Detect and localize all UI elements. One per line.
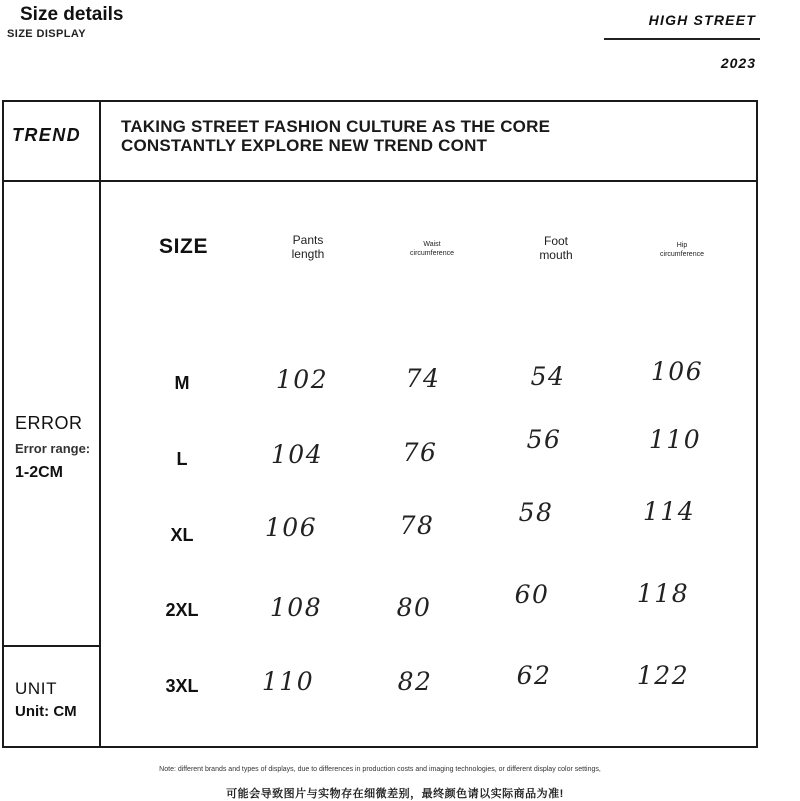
error-range-value: 1-2CM [15,464,64,481]
header-line: length [291,247,325,261]
foot-mouth-value: 60 [514,580,550,609]
header-line: Waist [423,241,441,248]
header-line: Hip [676,242,688,249]
size-label: M [174,373,190,393]
frame-divider [99,100,101,748]
header-line: circumference [660,251,704,258]
pants-length-value: 106 [264,513,318,542]
foot-mouth-value: 62 [516,661,552,690]
hip-value: 114 [642,497,696,526]
waist-value: 80 [396,593,432,622]
brand-underline [604,38,760,40]
frame-bottom [2,746,758,748]
frame-side-split [2,645,101,647]
tagline-line-2: CONSTANTLY EXPLORE NEW TREND CONT [121,136,488,155]
size-column-header: SIZE [159,235,209,258]
waist-circumference-header [382,240,482,258]
pants-length-value: 102 [275,365,329,394]
pants-length-value: 104 [270,440,324,469]
brand-label: HIGH STREET [648,12,756,28]
pants-length-header [263,233,353,261]
unit-title: UNIT [15,679,58,698]
frame-left [2,100,4,748]
pants-length-value: 108 [269,593,323,622]
unit-value: Unit: CM [15,703,77,720]
size-label: L [176,449,188,469]
display-note-cn: 可能会导致图片与实物存在细微差别，最终颜色请以实际商品为准! [226,788,564,800]
pants-length-value: 110 [261,667,315,696]
hip-value: 106 [650,357,704,386]
size-label: 2XL [165,600,199,620]
foot-mouth-value: 58 [518,498,554,527]
trend-label: TREND [12,125,81,145]
display-note: Note: different brands and types of displays, due to differences in production costs and imaging technologies, or different display color settings, [159,766,601,773]
page-subtitle: SIZE DISPLAY [7,28,86,40]
foot-mouth-value: 56 [526,425,562,454]
header-line: mouth [539,248,573,262]
hip-value: 122 [636,661,690,690]
error-range-label: Error range: [15,441,91,456]
header-line: Pants [292,233,324,247]
waist-value: 74 [405,364,441,393]
waist-value: 78 [399,511,435,540]
waist-value: 76 [402,438,438,467]
size-label: 3XL [165,676,199,696]
foot-mouth-value: 54 [530,362,566,391]
error-title: ERROR [15,413,83,433]
page-title: Size details [20,4,124,25]
waist-value: 82 [397,667,433,696]
hip-circumference-header [632,241,732,259]
size-label: XL [170,525,194,545]
tagline-line-1: TAKING STREET FASHION CULTURE AS THE CORE [121,117,551,136]
year-label: 2023 [720,55,756,71]
frame-top [2,100,758,102]
header-line: circumference [410,250,454,257]
frame-right [756,100,758,748]
frame-banner-bottom [2,180,758,182]
hip-value: 110 [648,425,702,454]
foot-mouth-header [511,234,601,262]
header-line: Foot [543,234,568,248]
hip-value: 118 [636,579,690,608]
